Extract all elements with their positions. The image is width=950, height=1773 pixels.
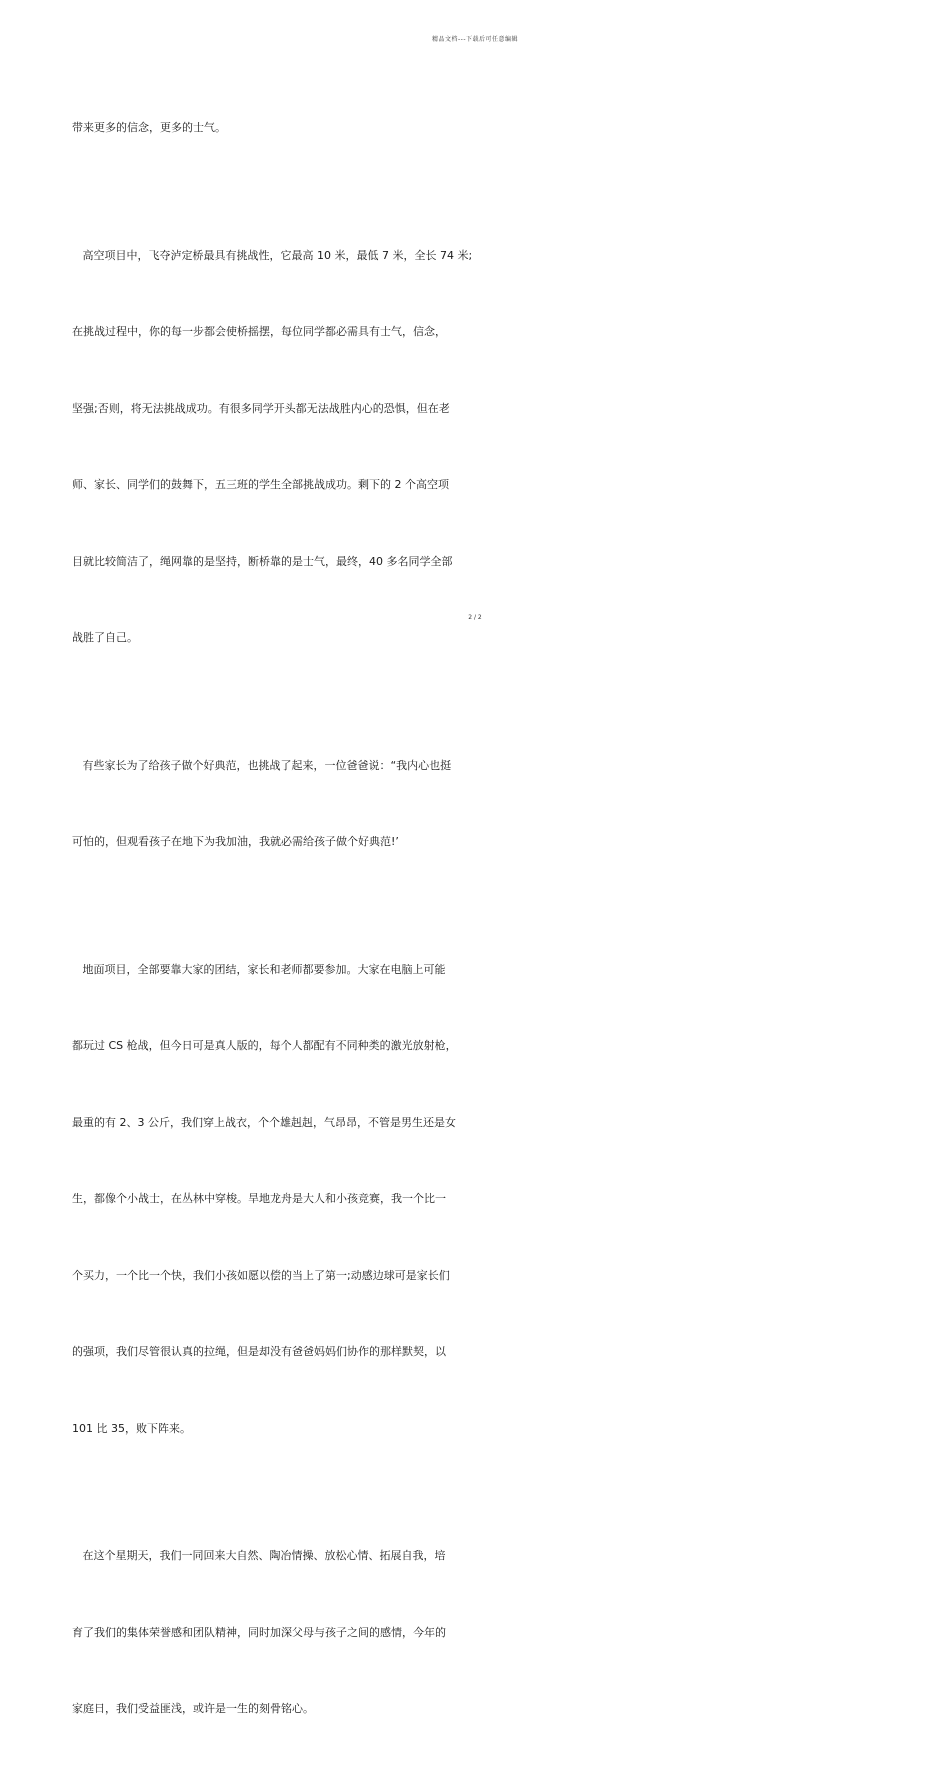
text-line: 都玩过 CS 枪战，但今日可是真人版的，每个人都配有不同种类的激光放射枪，: [72, 1039, 457, 1052]
paragraph-1: [72, 64, 472, 192]
paragraph-4: [72, 906, 472, 1493]
page-number: 2 / 2: [468, 614, 482, 621]
text-line: 坚强;否则，将无法挑战成功。有很多同学开头都无法战胜内心的恐惧，但在老: [72, 401, 450, 415]
text-line: 目就比较简洁了，绳网靠的是坚持，断桥靠的是士气，最终，40 多名同学全部: [72, 554, 453, 568]
text-line: 有些家长为了给孩子做个好典范，也挑战了起来，一位爸爸说：“我内心也挺: [72, 758, 452, 772]
paragraph-5: [72, 1492, 472, 1773]
text-line: 的强项，我们尽管很认真的拉绳，但是却没有爸爸妈妈们协作的那样默契，以: [72, 1345, 446, 1358]
text-line: 家庭日，我们受益匪浅，或许是一生的刻骨铭心。: [72, 1702, 314, 1715]
text-line: 战胜了自己。: [72, 631, 138, 644]
text-line: 育了我们的集体荣誉感和团队精神，同时加深父母与孩子之间的感情，今年的: [72, 1625, 446, 1639]
text-line: 最重的有 2、3 公斤，我们穿上战衣，个个雄赳赳，气昂昂，不管是男生还是女: [72, 1115, 456, 1129]
text-line: 生，都像个小战士，在丛林中穿梭。旱地龙舟是大人和小孩竞赛，我一个比一: [72, 1192, 446, 1205]
text-line: 地面项目，全部要靠大家的团结，家长和老师都要参加。大家在电脑上可能: [72, 962, 446, 976]
text-line: 师、家长、同学们的鼓舞下，五三班的学生全部挑战成功。剩下的 2 个高空项: [72, 478, 449, 491]
text-line: 带来更多的信念，更多的士气。: [72, 121, 226, 134]
text-line: 在这个星期天，我们一同回来大自然、陶冶情操、放松心情、拓展自我，培: [72, 1549, 446, 1562]
paragraph-3: [72, 702, 472, 906]
page-header: 精品文档---下载后可任意编辑: [432, 36, 518, 43]
text-line: 101 比 35，败下阵来。: [72, 1421, 191, 1435]
paragraph-2: [72, 192, 472, 702]
text-line: 个买力，一个比一个快，我们小孩如愿以偿的当上了第一;动感边球可是家长们: [72, 1268, 450, 1282]
text-line: 可怕的，但观看孩子在地下为我加油，我就必需给孩子做个好典范!’: [72, 835, 399, 848]
document-body: [72, 64, 472, 1773]
text-line: 在挑战过程中，你的每一步都会使桥摇摆，每位同学都必需具有士气，信念，: [72, 325, 446, 338]
text-line: 高空项目中，飞夺泸定桥最具有挑战性，它最高 10 米，最低 7 米，全长 74 米;: [72, 248, 473, 262]
